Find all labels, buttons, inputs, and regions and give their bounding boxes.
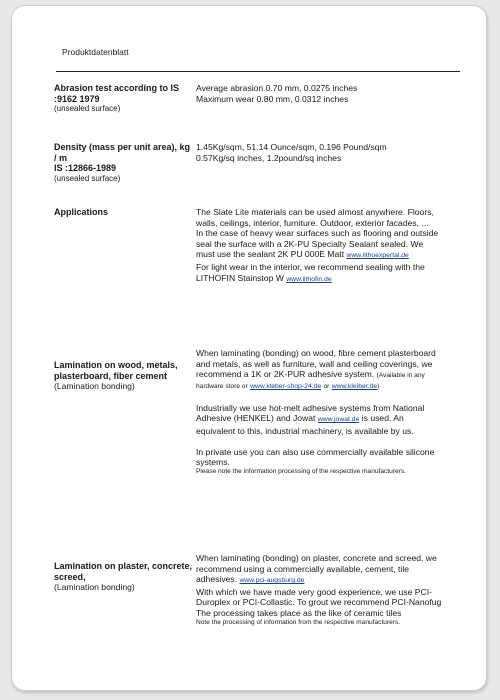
lamination-wood-p3-small: Please note the information processing of the respective manufacturers. <box>196 467 407 475</box>
applications-p3 <box>196 262 444 285</box>
lamination-wood-p3 <box>196 447 444 468</box>
lamination-plaster-p3: The processing takes place as the like of ceramic tiles <box>196 607 402 618</box>
lamination-wood-p2-text: Industrially we use hot-melt adhesive systems from National Adhesive (HENKEL) and Jowat <box>196 402 425 424</box>
kleiber-link[interactable]: www.kleiber.de <box>331 383 378 391</box>
lamination-wood-or: or <box>323 383 330 391</box>
applications-p2-text: In the case of heavy wear surfaces such as flooring and outside seal the surface with a 2K-PU Specialty Sealant sealed. We must use the sealant 2K PU 000E Matt <box>196 228 439 260</box>
lamination-wood-paren-close: ) <box>377 383 380 391</box>
abrasion-line2: Maximum wear 0.80 mm, 0.0312 inches <box>196 93 349 104</box>
density-value <box>196 142 444 163</box>
pci-augsburg-link[interactable]: www.pci-augsburg.de <box>239 577 305 585</box>
applications-p3-text: For light wear in the interior, we recommend sealing with the LITHOFIN Stainstop W <box>196 261 425 283</box>
lamination-wood-p1-text: When laminating (bonding) on wood, fibre cement plasterboard and metals, as well as furniture, wall and ceiling coverings, we recommend a 1K or 2K-PUR adhesive system. <box>196 348 436 380</box>
density-label <box>54 142 194 184</box>
lamination-wood-p3-text: In private use you can also use commercially available silicone systems. <box>196 446 435 468</box>
density-line2: 0.57Kg/sq inches, 1.2pound/sq inches <box>196 152 342 163</box>
lamination-plaster-p1-text: When laminating (bonding) on plaster, concrete and screed, we recommend using a commercially available, cement, tile adhesives. <box>196 553 437 585</box>
lithofin-link[interactable]: www.lithofin.de <box>286 275 332 283</box>
lamination-plaster-p3-small: Note the processing of information from the respective manufacturers. <box>196 618 401 626</box>
header-rule <box>56 71 460 72</box>
lamination-wood-sub: (Lamination bonding) <box>54 381 135 391</box>
lamination-wood-value <box>196 348 444 476</box>
abrasion-value <box>196 83 444 104</box>
density-sub: (unsealed surface) <box>54 173 121 183</box>
lamination-plaster-value <box>196 553 444 627</box>
density-label-standard: IS :12866-1989 <box>54 163 117 173</box>
abrasion-sub: (unsealed surface) <box>54 104 121 113</box>
applications-p1: The Slate Lite materials can be used almost anywhere. Floors, walls, ceilings, interior, furniture. Outdoor, exterior facades, ... <box>196 207 434 228</box>
applications-label <box>54 207 194 218</box>
density-line1: 1.45Kg/sqm, 51.14 Ounce/sqm, 0.196 Pound/sqm <box>196 142 387 152</box>
lamination-wood-p2-end: is used. An equivalent to this, industrial machinery, is available by us. <box>196 413 414 436</box>
lamination-plaster-label-text: Lamination on plaster, concrete, screed, <box>54 561 193 582</box>
lamination-wood-p1 <box>196 348 444 393</box>
lamination-plaster-p2: With which we have made very good experience, we use PCI-Duroplex or PCI-Collastic. To grout we recommend PCI-Nanofug <box>196 586 442 608</box>
lamination-wood-label-text: Lamination on wood, metals, plasterboard, fiber cement <box>54 360 178 381</box>
lamination-plaster-sub: (Lamination bonding) <box>54 582 135 592</box>
density-label-text: Density (mass per unit area), kg / m <box>54 142 191 163</box>
abrasion-label <box>54 83 194 115</box>
applications-p2 <box>196 228 444 262</box>
lamination-wood-label <box>54 360 194 392</box>
lamination-wood-p1-small: (Available in any hardware store or <box>196 372 425 391</box>
jowat-link[interactable]: www.jowat.de <box>317 416 360 424</box>
applications-label-text: Applications <box>54 207 109 217</box>
applications-value <box>196 207 444 285</box>
kleber-shop-link[interactable]: www.kleber-shop-24.de <box>250 383 322 391</box>
abrasion-label-text: Abrasion test according to IS :9162 1979 <box>54 83 180 104</box>
datasheet-page <box>11 5 487 691</box>
lamination-plaster-p1 <box>196 553 444 587</box>
page-header-title: Produktdatenblatt <box>62 47 129 57</box>
abrasion-line1: Average abrasion 0.70 mm, 0.0275 inches <box>196 83 358 93</box>
lamination-plaster-label <box>54 561 194 593</box>
lithoexpert-link[interactable]: www.lithoexpertal.de <box>346 252 409 260</box>
lamination-wood-p2 <box>196 403 444 437</box>
